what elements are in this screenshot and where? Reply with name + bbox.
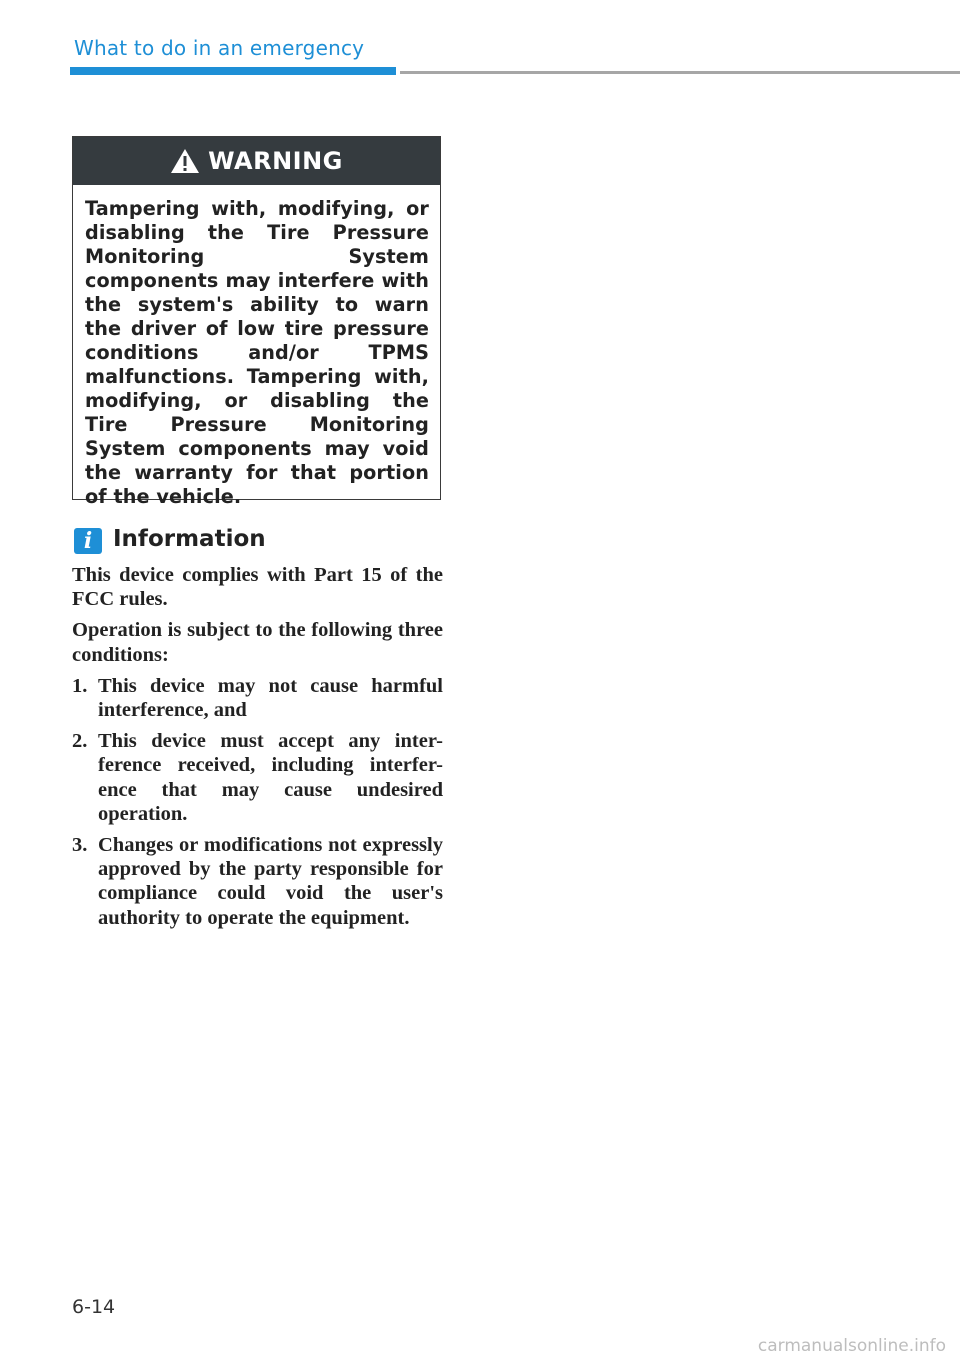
section-title: What to do in an emergency xyxy=(74,36,365,60)
watermark: carmanualsonline.info xyxy=(757,1336,946,1356)
warning-header xyxy=(73,137,440,185)
list-item-text: This device may not cause harmful interference, and xyxy=(98,674,443,722)
header-divider xyxy=(400,71,960,74)
information-paragraph: Operation is subject to the following three conditions: xyxy=(72,619,443,666)
list-item-text: This device must accept any inter-ference received, including interfer-ence that may cause undesired operation. xyxy=(98,730,443,825)
warning-triangle-icon xyxy=(170,148,200,174)
warning-text: Tampering with, modifying, or disabling the Tire Pressure Monitoring System components may interfere with the system's ability to warn the driver of low tire pressure conditions and/or TPMS malfunctions. Tampering with, modifying, or disabling the Tire Pressure Monitoring System components may void the warranty for that portion of the vehicle. xyxy=(85,197,429,508)
information-body xyxy=(72,563,443,937)
header-accent-bar xyxy=(70,67,396,75)
warning-box xyxy=(72,136,441,508)
info-icon: i xyxy=(74,528,102,554)
list-item-number: 3. xyxy=(72,834,88,857)
list-item xyxy=(72,674,443,722)
information-paragraph: This device complies with Part 15 of the FCC rules. xyxy=(72,564,443,611)
list-item xyxy=(72,729,443,826)
list-item-text: Changes or modifications not expressly approved by the party responsible for compliance could void the user's authority to operate the equipment. xyxy=(98,834,443,929)
list-item-number: 1. xyxy=(72,674,88,697)
conditions-list xyxy=(72,674,443,930)
warning-title: WARNING xyxy=(208,147,343,175)
information-title: Information xyxy=(113,526,266,552)
page-number: 6-14 xyxy=(72,1296,116,1318)
list-item xyxy=(72,833,443,930)
list-item-number: 2. xyxy=(72,730,88,753)
